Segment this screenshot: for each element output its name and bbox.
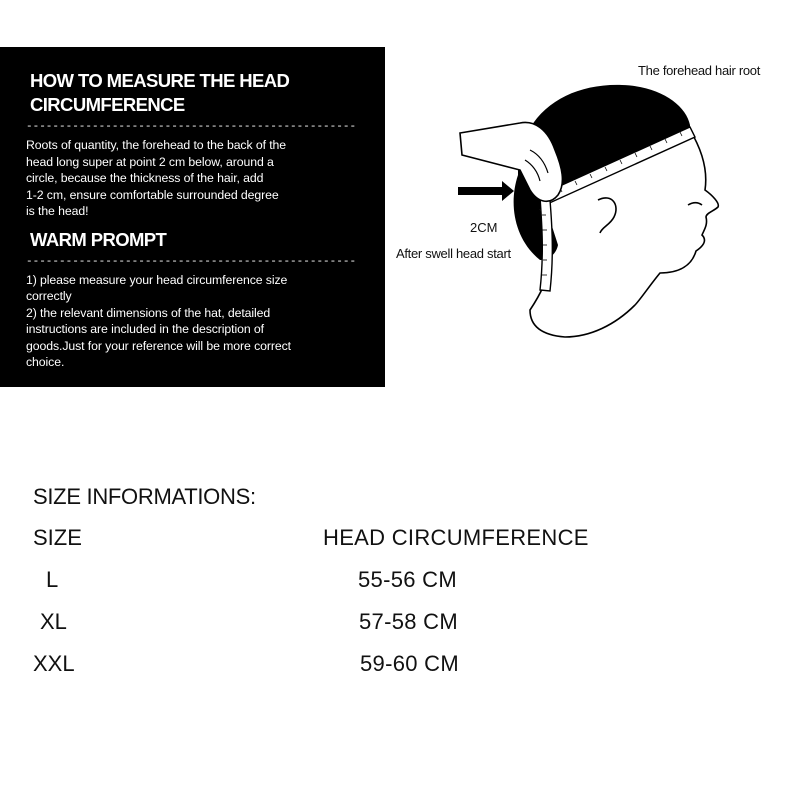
size-cell: XL [40,609,67,634]
circumference-cell: 55-56 CM [358,567,457,592]
eye [688,203,702,205]
panel-divider: -------------------------------------------------- [26,121,357,133]
label-forehead-hair-root: The forehead hair root [638,63,761,78]
table-row [33,567,773,597]
head-measure-diagram [390,55,800,375]
measure-instructions-panel [0,47,385,387]
circumference-cell: 57-58 CM [359,609,458,634]
size-info-title: SIZE INFORMATIONS: [33,484,256,509]
size-cell: L [46,567,59,592]
panel-instructions-text: Roots of quantity, the forehead to the back of the head long super at point 2 cm below, around a circle, because the thickness of the hair, add 1-2 cm, ensure comfortable surrounded degree is the head! [26,138,287,218]
label-2cm: 2CM [470,220,498,235]
header-head-circumference: HEAD CIRCUMFERENCE [323,525,589,550]
table-row [33,651,773,681]
size-table-header [33,525,773,555]
panel-divider-2: -------------------------------------------------- [26,255,357,268]
warm-prompt-text: 1) please measure your head circumference size correctly 2) the relevant dimensions of the hat, detailed instructions are included in the description of goods.Just for your reference will be more correct choice. [26,272,291,369]
warm-prompt-heading: WARM PROMPT [30,228,167,250]
panel-heading: HOW TO MEASURE THE HEAD CIRCUMFERENCE [30,70,290,115]
table-row [33,609,773,639]
size-cell: XXL [33,651,75,676]
tape-hanging [540,197,552,291]
circumference-cell: 59-60 CM [360,651,459,676]
pointer-arrow [458,181,514,201]
label-after-swell-head-start: After swell head start [396,246,511,261]
ear [598,198,616,233]
header-size: SIZE [33,525,82,550]
